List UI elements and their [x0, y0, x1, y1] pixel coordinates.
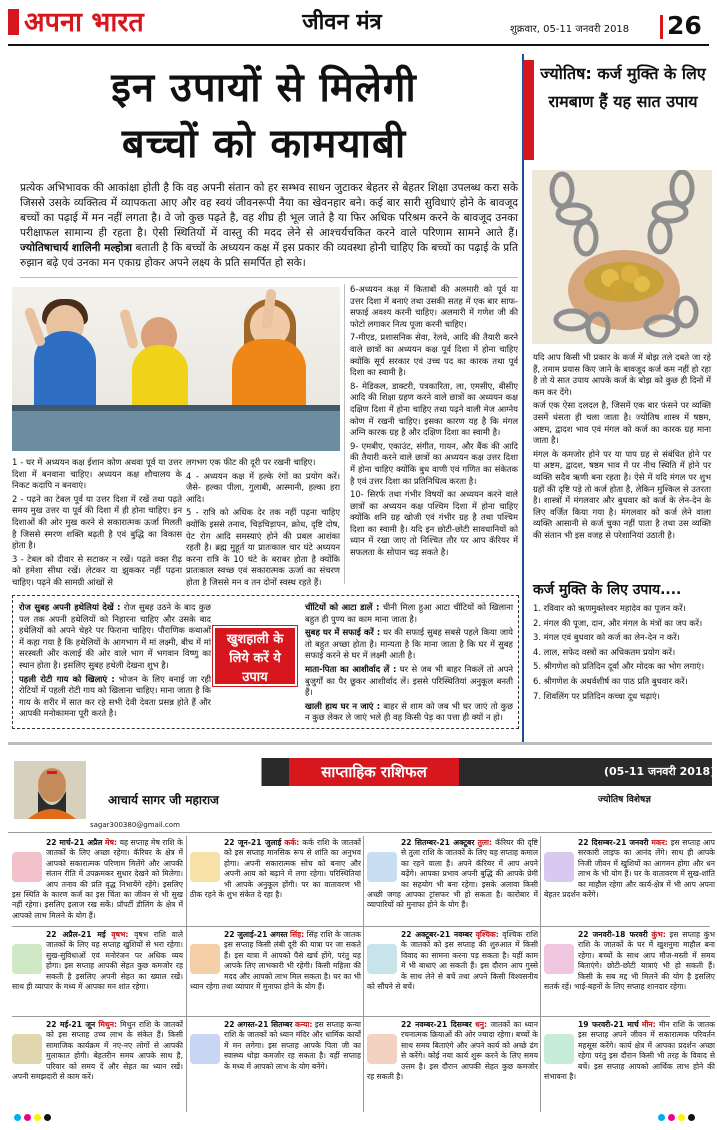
page-number: 26 [667, 11, 702, 40]
registration-dot [658, 1114, 665, 1121]
lead-text: प्रत्येक अभिभावक की आकांक्षा होती है कि वह अपनी संतान को हर सम्भव साधन जुटाकर बेहतर से बेहतर शिक्षा उपलब्ध करा सके जिससे उसके व्यक्तित्व में व्यापकता आए और वह स्वयं जीवनरूपी नैया का खेवनहार बने। कई बार सारी सुविधाएं होने के बावजूद बच्चों का पढ़ाई में मन नहीं लगता है। वे जो कुछ पढ़ते है, वह शीघ्र ही भूल जाते है या फिर अधिक परिश्रम करने के बावजूद उनका परीक्षाफल सामान्य ही रहता है। ऐसी स्थितियों में वास्तु की मदद लेने से आश्चर्यचकित करने वाले परिणाम सामने आते हैं। [20, 182, 518, 239]
zodiac-name: मेष: [105, 838, 117, 847]
article-lead [20, 181, 518, 278]
registration-marks [8, 1114, 712, 1122]
horoscope-text: इस सप्ताह कुंभ राशि के जातकों के घर में खुशनुमा माहौल बना रहेगा। बच्चों के साथ आप मौज-मस्ती में समय बिताएंगे। छोटी-छोटी यात्राएं भी हो सकती हैं। किसी के सब मद्द भी मिलने की योग है इसलिए सतर्क रहें। भाई-बहनों के लिए सप्ताह शानदार रहेगा। [544, 930, 715, 992]
paragraph: 10- सिरर्फ तथा गंभीर विषयों का अध्ययन करने वाले छात्रों का अध्ययन कक्ष पश्चिम दिशा में होना चाहिए क्योंकि शनि ग्रह खोजी एवं गंभीर ग्रह है तथा पश्चिम दिशा का स्वामी है। यदि इन छोटी-छोटी सावधानियों को ध्यान में रखा जाए तो निश्चित तौर पर आप कॅरियर में सफलता के सोपान चढ़ सकते है। [350, 489, 518, 558]
list-item: 7. शिवलिंग पर प्रतिदिन कच्चा दूध चढ़ाएं। [533, 690, 660, 701]
grid-rule [540, 836, 541, 1112]
zodiac-icon [190, 944, 220, 974]
horoscope-date-range: 22 मई-21 जून [46, 1020, 96, 1029]
sidebar-body [533, 352, 711, 544]
headline-line-1: इन उपायों से मिलेगी [111, 65, 417, 111]
grid-rule [12, 926, 710, 927]
chained-money-image [532, 170, 712, 344]
brand-mark [8, 9, 19, 35]
list-item: 1. रविवार को ऋणमुक्तेश्वर महादेव का पूजन करें। [533, 603, 686, 613]
paragraph: 5 - रात्रि को अधिक देर तक नहीं पढ़ना चाहिए क्योंकि इससे तनाव, चिड़चिड़ापन, क्रोध, दृष्टि दोष, पेट रोग आदि समस्याएं होने की प्रबल आशंका रहती है। ब्रह्म मुहूर्त या प्रातःकाल चार घंटे अध्ययन करना रात्रि के 10 घंटे के बराबर होता है क्योंकि प्रातःकाल स्वच्छ एवं सकारात्मक ऊर्जा का संचरण होता है जिससे मन व तन दोनों स्वस्थ रहते हैं। [186, 507, 340, 587]
issue-date: शुक्रवार, 05-11 जनवरी 2018 [510, 24, 630, 35]
horoscope-item [367, 1020, 538, 1112]
tip-title: चींटियों को आटा डालें : [305, 602, 380, 612]
paragraph: 8- मेडिकल, डाक्टरी, पत्रकारिता, ला, एमसीए, बीसीए आदि की शिक्षा ग्रहण करने वाले छात्रों का अध्ययन कक्ष दक्षिण दिशा में होना चाहिए तथा पढ़ने वाली मेज आग्नेय कोण में रखनी चाहिए। इसका कारण यह है कि मंगल अग्नि कारक ग्रह है और दक्षिण दिशा का स्वामी है। [350, 380, 518, 438]
zodiac-name: वृषभ: [111, 930, 129, 939]
horoscope-item [367, 930, 538, 1018]
section-title: जीवन मंत्र [302, 10, 382, 35]
article-column-2 [186, 457, 340, 591]
page-number-marker [660, 15, 663, 39]
tip-title: पहली रोटी गाय को खिलाएं : [19, 673, 115, 684]
paragraph: 7-मीएड, प्रशासनिक सेवा, रेलवे, आदि की तैयारी करने वाले छात्रों का अध्ययन कक्ष पूर्व दिशा में होना चाहिए क्योंकि सूर्य सरकार एवं उच्च पद का कारक तथा पूर्व दिशा का स्वामी है। [350, 332, 518, 378]
registration-dot [34, 1114, 41, 1121]
column-divider [344, 284, 345, 584]
brand-name: अपना भारत [24, 7, 144, 38]
horoscope-text: यह सप्ताह मेष राशि के जातकों के लिए अच्छा रहेगा। कॅरियर के क्षेत्र में आपको सकारात्मक परिणाम मिलेंगे और आपकी संतान रीति में उपक्रमकर सुधार देखने को मिलेगा। आप तनाव की प्रति वृद्ध निभायेंगे रहेंगे। इसलिए इस स्थिति के कारण कर्ज का इस चिंता का जीवन से भी सुख नहीं रहेगा। इसलिए इलाज रख सकें। प्रॉपर्टी डीलिंग के क्षेत्र में आपको लाभ मिलने के योग हैं। [12, 838, 183, 920]
horoscope-text: इस सप्ताह कन्या राशि के जातकों को ध्यान मंदिर और धार्मिक कार्यों में मन लगेगा। इस सप्ताह आपके पिता जी का स्वास्थ्य थोड़ा कमजोर रह सकता है। वहीं सप्ताह के मध्य में आपको लाभ के योग बनेंगे। [224, 1020, 361, 1071]
zodiac-name: कर्क: [284, 838, 300, 847]
horoscope-date-range: 22 अक्टूबर-21 नवम्बर [401, 930, 473, 939]
tip-title: खाली हाथ घर न जाएं : [305, 700, 381, 711]
horoscope-text: इस सप्ताह आप सरकारी लाइफ का आनंद लेंगे। साथ ही आपके निजी जीवन में खुशियों का आगमन होगा और धन लाभ के भी योग हैं। घर के वातावरण में सुख-शांति का माहौल रहेगा और कार्य-क्षेत्र में भी आप अपना बेहतर प्रदर्शन करेंगे। [544, 838, 715, 900]
zodiac-name: तुला: [477, 838, 493, 847]
horoscope-date-range: 19 फरवरी-21 मार्च [578, 1020, 639, 1029]
horoscope-item [190, 838, 361, 926]
tip-text: चीनी मिला हुआ आटा चींटियों को खिलाना बहुत ही पुण्य का काम माना जाता है। [305, 602, 513, 624]
article-column-3 [350, 284, 518, 561]
zodiac-name: धनु: [475, 1020, 488, 1029]
zodiac-name: कुंभ: [651, 930, 666, 939]
sidebar-title: ज्योतिष: कर्ज मुक्ति के लिए रामबाण हैं यह सात उपाय [540, 64, 706, 111]
tip-text: घर से जब भी बाहर निकलें तो अपने बुजुर्गों का पैर छूकर आशीर्वाद लें। इससे परिस्थितियां अनुकूल बनती हैं। [305, 663, 513, 698]
page-header [0, 0, 717, 44]
paragraph: 3 - टेबल को दीवार से सटाकर न रखें। पढ़ते वक्त रीढ़ को हमेशा सीधा रखें। लेटकर या झुककर नहीं पढ़ना चाहिए। पढ़ने की सामग्री आंखों से [12, 553, 182, 587]
horoscope-text: मिथुन राशि के जातकों को इस सप्ताह उच्च लाभ के संकेत हैं। किसी सामाजिक कार्यक्रम में नए-नए लोगों से आपकी मुलाकात होगी। बेहतरीन समय आपके साथ है, परिवार को समय दें और सेहत का ध्यान रखें। अपनी समझदारी से काम करें। [12, 1020, 183, 1082]
horoscope-text: वृषभ राशि वाले जातकों के लिए यह सप्ताह खुशियों से भरा रहेगा। सुख-सुविधाओं एवं मनोरंजन पर अधिक व्यय होगा। इस सप्ताह आपकी सेहत कुछ कमजोर रह सकती है इसलिए अपनी सेहत का ख्याल रखें। साथ ही व्यापार के मध्य में आपका मन शांत रहेगा। [12, 930, 183, 992]
zodiac-icon [12, 852, 42, 882]
horoscope-date-range: 22 मार्च-21 अप्रैल [46, 838, 103, 847]
zodiac-icon [12, 944, 42, 974]
horoscope-item [367, 838, 538, 926]
zodiac-icon [367, 852, 397, 882]
rashifal-rule [8, 832, 712, 833]
headline-line-2: बच्चों को कामयाबी [121, 121, 407, 167]
tips-left-column [19, 602, 211, 722]
zodiac-icon [190, 852, 220, 882]
horoscope-item [12, 930, 183, 1018]
astrologer-portrait [14, 761, 86, 819]
zodiac-icon [367, 944, 397, 974]
tip-text: रोज सुबह उठने के बाद कुछ पल तक अपनी हथेलियों को निहारना चाहिए और उसके बाद हथेलियों को अपने चेहरे पर फिराना चाहिए। पौराणिक कथाओं में कहा गया है कि हथेलियों के आगभाग में मां लक्ष्मी, बीच में मां सरस्वती और कलाई की ओर वाले भाग में भगवान विष्णु का स्थान होता है। इसलिए सुबह हथेली देखना शुभ है। [19, 602, 211, 670]
registration-dot [24, 1114, 31, 1121]
registration-dot [678, 1114, 685, 1121]
rashifal-date: (05-11 जनवरी 2018) [604, 765, 716, 778]
remedy-list [533, 603, 713, 705]
zodiac-icon [544, 852, 574, 882]
paragraph: 9- एमबीए, एकाउंट, संगीत, गायन, और बैंक की आदि की तैयारी करने वाले छात्रों का अध्ययन कक्ष उत्तर दिशा में होना चाहिए क्योंकि बुध वाणी एवं गणित का संकेतक है एवं उत्तर दिशा का प्रतिनिधित्व करता है। [350, 440, 518, 486]
rashifal-title: साप्ताहिक राशिफल [289, 758, 459, 786]
children-classroom-photo [12, 287, 340, 451]
zodiac-name: मकर: [651, 838, 668, 847]
tip-text: बाहर से शाम को जब भी घर जाएं तो कुछ न कुछ लेकर ले जाएं भले ही वह किसी पेड़ का पत्ता ही क्यों न हो। [305, 700, 513, 723]
chain-illustration [532, 170, 712, 344]
zodiac-name: मिथुन: [98, 1020, 117, 1029]
lead-text-2: बताती है कि बच्चों के अध्ययन कक्ष में इस प्रकार की व्यवस्था होनी चाहिए कि बच्चों का पढ़ाई के प्रति रुझान बढ़े एवं उनका मन एकाग्र होकर अपने लक्ष्य के प्रति समर्पित हो सके। [20, 242, 518, 269]
horoscope-date-range: 22 दिसम्बर-21 जनवरी [578, 838, 649, 847]
horoscope-date-range: 22 सितम्बर-21 अक्टूबर [401, 838, 475, 847]
paragraph: 2 - पढ़ने का टेबल पूर्व या उत्तर दिशा में रखें तथा पढ़ते समय मुख उत्तर या पूर्व की दिशा में ही होना चाहिए। इन दिशाओं की ओर मुख करने से सकारात्मक ऊर्जा मिलती है जिससे स्मरण शक्ति बढ़ती है एवं बुद्धि का विकास होता है। [12, 493, 182, 551]
zodiac-icon [544, 1034, 574, 1064]
section-separator [8, 742, 712, 745]
horoscope-date-range: 22 अगस्त-21 सितम्बर [224, 1020, 293, 1029]
tips-badge: खुशहाली के लिये करें ये उपाय [213, 626, 297, 686]
horoscope-item [544, 838, 715, 926]
registration-dot [668, 1114, 675, 1121]
sidebar-accent-bar [523, 60, 534, 160]
tip-text: भोजन के लिए बनाई जा रही रोटियों में पहली रोटी गाय को खिलाना चाहिए। माना जाता है कि गाय के शरीर में सात कर रहे सभी देवी देवता प्रसन्न होते हैं और आपकी मनोकामना पूरी करते है। [19, 673, 211, 719]
paragraph: 6-अध्ययन कक्ष में किताबों की अलमारी को पूर्व या उत्तर दिशा में बनाएं तथा उसकी सतह में एक बार साफ-सफाई अवश्य करनी चाहिए। अलमारी में गणेश जी की फोटो लगाकर नित्य पूजा करनी चाहिए। [350, 284, 518, 329]
astrologer-photo [14, 761, 86, 819]
horoscope-date-range: 22 जुलाई-21 अगस्त [224, 930, 288, 939]
list-item: 5. श्रीगणेश को प्रतिदिन दूर्वा और मोदक का भोग लगाएं। [533, 661, 705, 672]
astrologer-label: ज्योतिष विशेषज्ञ [598, 795, 651, 805]
zodiac-icon [190, 1034, 220, 1064]
paragraph: 1 - घर में अध्ययन कक्ष ईशान कोण अथवा पूर्व या उत्तर दिशा में बनवाना चाहिए। अध्ययन कक्ष शौचालय के निकट कदापि न बनवाएं। [12, 457, 182, 491]
grid-rule [363, 836, 364, 1112]
horoscope-item [190, 930, 361, 1018]
tip-title: सुबह घर में सफाई करें : [305, 627, 381, 638]
grid-rule [186, 836, 187, 1112]
tips-right-column [305, 602, 513, 726]
header-rule [8, 44, 709, 46]
lead-author: ज्योतिषाचार्य शालिनी मल्होत्रा [20, 242, 132, 254]
paragraph: यदि आप किसी भी प्रकार के कर्ज में बोझ तले दबते जा रहे हैं, तमाम प्रयास किए जाने के बावजूद कर्ज कम नहीं हो रहा है तो ये सात उपाय आपके कर्ज के बोझ को कुछ ही दिनों में कम कर देंगे। [533, 352, 711, 397]
zodiac-icon [367, 1034, 397, 1064]
zodiac-icon [12, 1034, 42, 1064]
list-item: 2. मंगल की पूजा, दान, और मंगल के मंत्रों का जप करें। [533, 617, 703, 628]
tip-title: माता-पिता का आशीर्वाद लें : [305, 663, 397, 674]
horoscope-item [544, 930, 715, 1018]
list-item: 6. श्रीगणेश के अथर्वशीर्ष का पाठ प्रति बुधवार करें। [533, 675, 688, 686]
zodiac-name: मीन: [641, 1020, 656, 1029]
zodiac-name: कन्या: [294, 1020, 313, 1029]
registration-dot [44, 1114, 51, 1121]
horoscope-text: सिंह राशि के जातक इस सप्ताह किसी लंबी दूरी की यात्रा पर जा सकते हैं। इस यात्रा में आपको पैसे खर्च होंगे, परंतु यह आपके लिए लाभकारी भी रहेगी। किसी महिला की मदद और आपको लाभ मिल सकता है। घर का भी ध्यान रहेगा तथा व्यापार में मुनाफा होने के योग हैं। [190, 930, 361, 992]
horoscope-date-range: 22 नवम्बर-21 दिसम्बर [401, 1020, 472, 1029]
horoscope-text: कर्क राशि के जातकों को इस सप्ताह मानसिक रूप से शांति का अनुभव होगा। अपनी सकारात्मक सोच को बनाए और अपनी आय को बढ़ाने में लगा रहेगा। परिस्थितियां भी आपके अनुकूल होंगी। पर का वातावरण भी ठीक रहने के शुभ संकेत दे रहा है। [190, 838, 361, 900]
registration-dot [688, 1114, 695, 1121]
paragraph: कर्ज एक ऐसा दलदल है, जिसमें एक बार फंसने पर व्यक्ति उसमें धंसता ही चला जाता है। ज्योतिष शास्त्र में षष्ठम, अष्टम, द्वादश भाव एवं मंगल को कर्ज का कारक ग्रह माना जाता है। [533, 400, 711, 446]
zodiac-name: सिंह: [290, 930, 305, 939]
list-item: 3. मंगल एवं बुधवार को कर्ज का लेन-देन न करें। [533, 632, 680, 643]
horoscope-date-range: 22 अप्रैल-21 मई [46, 930, 106, 939]
registration-dot [14, 1114, 21, 1121]
grid-rule [12, 1016, 710, 1017]
article-column-1 [12, 457, 182, 591]
tip-title: रोज सुबह अपनी हथेलियां देखें : [19, 602, 121, 612]
paragraph: लगभग एक फीट की दूरी पर रखनी चाहिए। [186, 457, 316, 467]
horoscope-item [12, 838, 183, 926]
astrologer-email: sagar300380@gmail.com [90, 821, 180, 829]
horoscope-date-range: 22 जून-21 जुलाई [224, 838, 282, 847]
sidebar-subheading: कर्ज मुक्ति के लिए उपाय.... [533, 582, 682, 598]
horoscope-item [190, 1020, 361, 1112]
horoscope-item [544, 1020, 715, 1112]
paragraph: 4 - अध्ययन कक्ष में हल्के रंगों का प्रयोग करें। जैसे- हल्का पीला, गुलाबी, आस्मानी, हल्का हरा आदि। [186, 470, 340, 504]
horoscope-text: जातकों का ध्यान रचनात्मक क्रियाओं की ओर ज्यादा रहेगा। बच्चों के साथ समय बिताएंगे और अपने कार्य को अच्छे ढंग से करेंगे। कोई नया कार्य शुरू करने के लिए समय उत्तम है। इस दौरान आपकी सेहत कुछ कमजोर रह सकती है। [367, 1020, 538, 1082]
article-headline [14, 60, 514, 172]
astrologer-name: आचार्य सागर जी महाराज [108, 793, 219, 807]
zodiac-icon [544, 944, 574, 974]
horoscope-item [12, 1020, 183, 1112]
paragraph: मंगल के कमजोर होने पर या पाप ग्रह से संबंधित होने पर या अष्टम, द्वादश, षष्ठम भाव में पर नीच स्थिति में होने पर व्यक्ति सदैव ऋणी बना रहता है। ऐसे में यदि मंगल पर शुभ ग्रहों की दृष्टि पड़े तो कर्ज होता है, लेकिन मुश्किल से उतरता है। शास्त्रों में मंगलवार और बुधवार को कर्ज के लेन-देन के लिए वर्जित किया गया है। मंगलवार को कर्ज लेने वाला व्यक्ति आसानी से कर्ज चुका नहीं पाता है तथा उस व्यक्ति की संतान भी इस वजह से परेशानियां उठाती है। [533, 448, 711, 540]
zodiac-name: वृश्चिक: [475, 930, 499, 939]
list-item: 4. लाल, सफेद वस्त्रों का अधिकतम प्रयोग करें। [533, 646, 676, 657]
tip-text: घर की सफाई सुबह सबसे पहले किया जाये तो बहुत अच्छा होता है। मान्यता है कि माना जाता है कि घर में सुबह सफाई करने से घर में लक्ष्मी आती है। [305, 627, 513, 661]
horoscope-text: मीन राशि के जातक इस सप्ताह अपने जीवन में सकारात्मक परिवर्तन महसूस करेंगे। कार्य क्षेत्र में आपका प्रदर्शन अच्छा रहेगा परंतु इस दौरान किसी भी तरह के विवाद से बचें। इस सप्ताह आपको आर्थिक लाभ होने की संभावना है। [544, 1020, 715, 1082]
horoscope-text: वृश्चिक राशि के जातकों को इस सप्ताह की शुरुआत में किसी विवाद का सामना करना पड़ सकता है। यहीं काम में भी बाधाएं आ सकती हैं। इस दौरान आप गुस्से के साथ लेने से बचें तथा अपने किसी विश्वसनीय को सौंपने से बचें। [367, 930, 538, 992]
horoscope-text: कॅरियर की दृष्टि से तुला राशि के जातकों के लिए यह सप्ताह कमाल का रहने वाला है। अपने कॅरियर में आप अपने बढ़ेंगे। आपका प्रभाव अपनी बुद्धि की आपके प्रेमी का सहयोग भी बना रहेगा। इसके अलावा किसी अच्छी जगह आपका ट्रांसफर भी हो सकता है। कारोबार में व्यापारियों को मुनाफा होने के योग हैं। [367, 838, 538, 910]
horoscope-date-range: 22 जनवरी-18 फरवरी [578, 930, 648, 939]
